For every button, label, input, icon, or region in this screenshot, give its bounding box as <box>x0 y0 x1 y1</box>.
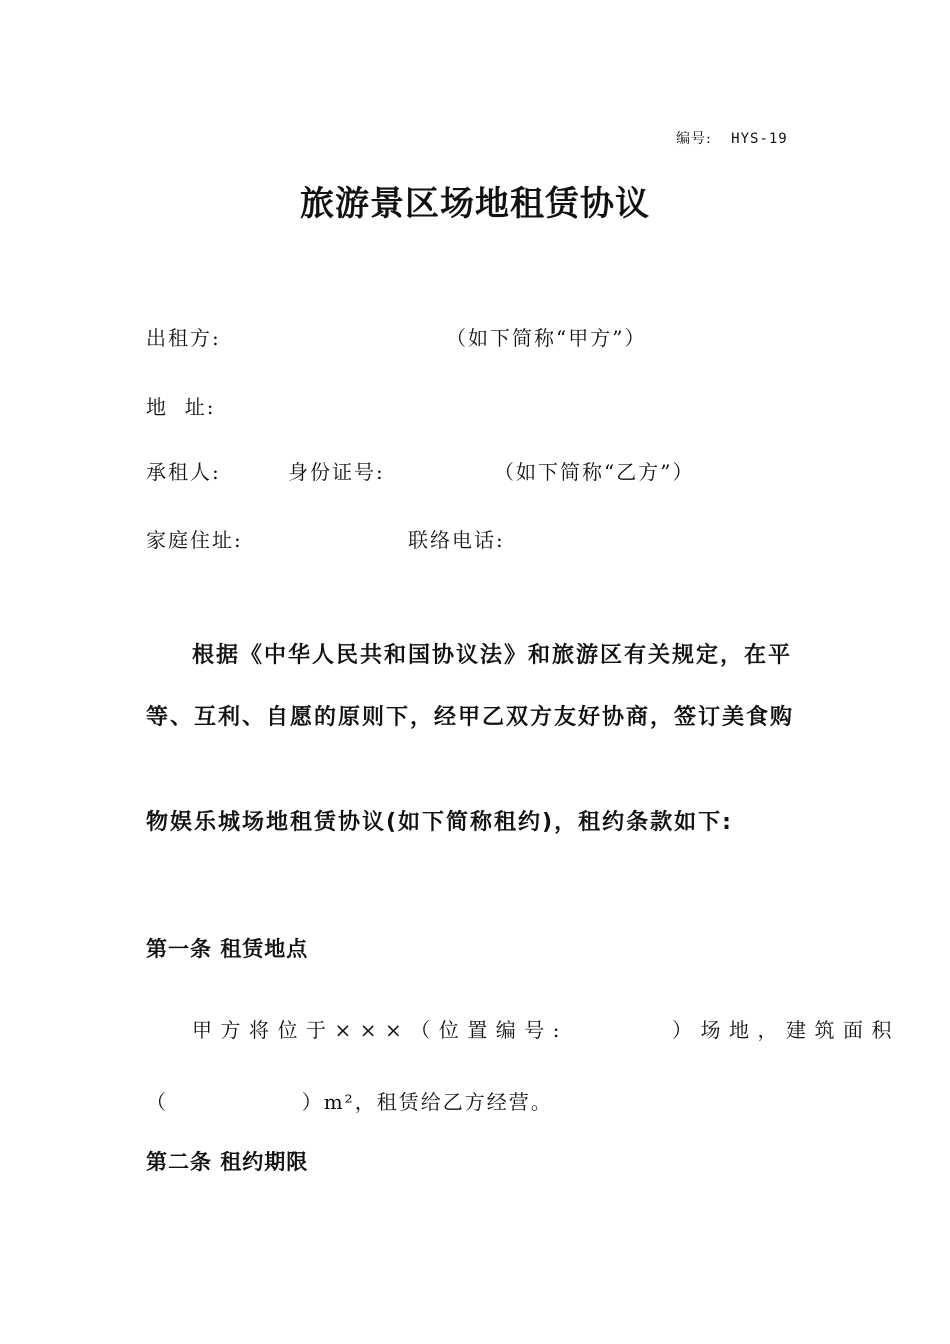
preamble-line-2: 等、互利、自愿的原则下，经甲乙双方友好协商，签订美食购 <box>146 705 795 730</box>
lessee-label: 承租人: <box>146 460 221 484</box>
home-address-label: 家庭住址: <box>146 528 243 552</box>
article-1-line-1: 甲方将位于×××（位置编号: ）场地，建筑面积 <box>192 1018 901 1042</box>
lessor-label: 出租方: <box>146 326 221 350</box>
phone-label: 联络电话: <box>408 528 505 552</box>
article-1-heading: 第一条 租赁地点 <box>146 937 309 961</box>
id-number-label: 身份证号: <box>288 460 385 484</box>
preamble-line-1: 根据《中华人民共和国协议法》和旅游区有关规定，在平 <box>192 643 793 668</box>
document-number-label: 编号: <box>676 131 712 147</box>
document-number <box>676 128 788 148</box>
document-number-value: HYS-19 <box>731 131 788 147</box>
article-1-line-2: （ ）m²，租赁给乙方经营。 <box>146 1090 553 1114</box>
address-label: 地 址: <box>146 395 216 419</box>
lessor-alias: （如下简称“甲方”） <box>446 326 647 350</box>
lessee-alias: （如下简称“乙方”） <box>494 460 695 484</box>
preamble-line-3: 物娱乐城场地租赁协议(如下简称租约)，租约条款如下: <box>146 810 733 835</box>
document-title: 旅游景区场地租赁协议 <box>300 184 650 224</box>
article-2-heading: 第二条 租约期限 <box>146 1150 309 1174</box>
